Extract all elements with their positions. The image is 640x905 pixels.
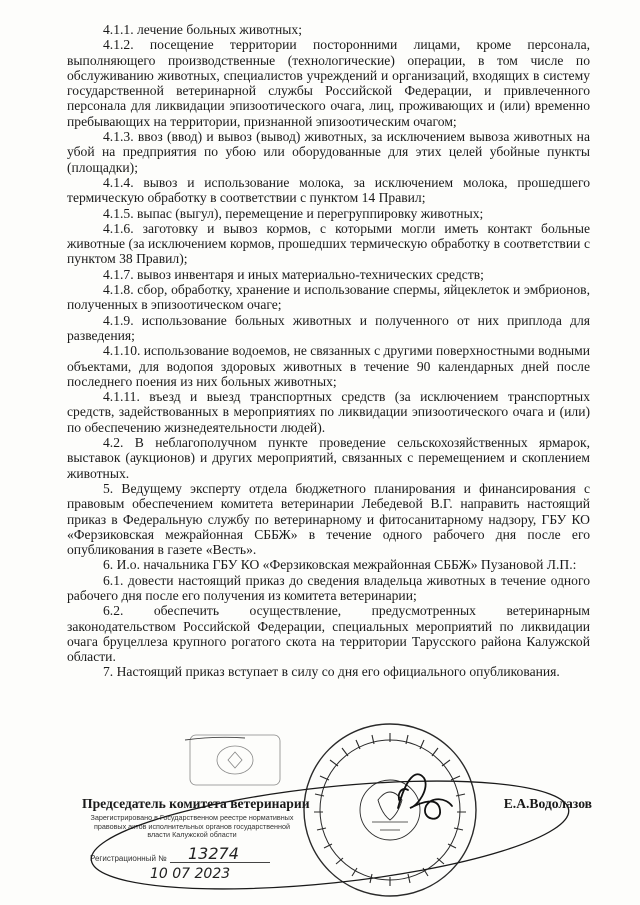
- paragraph-4-1-9: 4.1.9. использование больных животных и полученного от них приплода для разведения;: [67, 312, 590, 343]
- paragraph-4-1-6: 4.1.6. заготовку и вывоз кормов, с которыми могли иметь контакт больные животные (за исключением кормов, прошедших термическую обработку в соответствии с пунктом 38 Правил);: [67, 220, 590, 267]
- paragraph-4-1-1: 4.1.1. лечение больных животных;: [103, 22, 302, 37]
- paragraph-4-1-5: 4.1.5. выпас (выгул), перемещение и перегруппировку животных;: [103, 205, 484, 221]
- paragraph-4-2: 4.2. В неблагополучном пункте проведение сельскохозяйственных ярмарок, выставок (аукционов) и других мероприятий, связанных с перемещением и скоплением животных.: [67, 435, 590, 481]
- paragraph-4-1-3: 4.1.3. ввоз (ввод) и вывоз (вывод) животных, за исключением вывоза животных на убой на предприятия по убою или оборудованные для этих целей убойные пункты (площадки);: [67, 129, 590, 175]
- signatory-name: Е.А.Водолазов: [503, 796, 592, 811]
- paragraph-6: 6. И.о. начальника ГБУ КО «Ферзиковская межрайонная СББЖ» Пузановой Л.П.:: [103, 557, 577, 573]
- registration-number-handwritten: 13274: [188, 844, 239, 863]
- paragraph-4-1-7: 4.1.7. вывоз инвентаря и иных материально-технических средств;: [103, 266, 484, 282]
- registration-stamp-text: Зарегистрировано в Государственном реестре нормативных правовых актов исполнительных органов государственной власти Калужской области: [90, 813, 294, 840]
- paragraph-4-1-4: 4.1.4. вывоз и использование молока, за исключением молока, прошедшего термическую обработку в соответствии с пунктом 14 Правил;: [67, 174, 590, 206]
- small-stamp-icon: [190, 735, 280, 785]
- registration-date-handwritten: 10 07 2023: [150, 866, 231, 882]
- signatory-title: Председатель комитета ветеринарии: [82, 796, 310, 811]
- official-seal-icon: [304, 724, 476, 896]
- paragraph-4-1-8: 4.1.8. сбор, обработку, хранение и использование спермы, яйцеклеток и эмбрионов, полученных в эпизоотическом очаге;: [67, 282, 590, 313]
- paragraph-4-1-11: 4.1.11. въезд и выезд транспортных средств (за исключением транспортных средств, задействованных в мероприятиях по ликвидации эпизоотического очага и (или) по обеспечению жизнедеятельности людей).: [67, 389, 590, 435]
- paragraph-6-2: 6.2. обеспечить осуществление, предусмотренных ветеринарным законодательством Российской Федерации, специальных мероприятий по ликвидации очага бруцеллеза крупного рогатого скота на территории Тарусского района Калужской области.: [67, 603, 590, 665]
- paragraph-4-1-10: 4.1.10. использование водоемов, не связанных с другими поверхностными водными объектами, для водопоя здоровых животных в течение 90 календарных дней после последнего поения из них больных животных;: [67, 343, 591, 389]
- paragraph-5: 5. Ведущему эксперту отдела бюджетного планирования и финансирования с правовым обеспечением комитета ветеринарии Лебедевой В.Г. направить настоящий приказ в Федеральную службу по ветеринарному и фитосанитарному надзору, ГБУ КО «Ферзиковская межрайонная СББЖ» в течение одного рабочего дня после его опубликования в газете «Весть».: [67, 480, 590, 558]
- registration-number-label: Регистрационный №: [90, 854, 167, 863]
- handwritten-signature-icon: [398, 774, 452, 818]
- paragraph-6-1: 6.1. довести настоящий приказ до сведения владельца животных в течение одного рабочего дня после его получения из комитета ветеринарии;: [67, 572, 590, 603]
- paragraph-4-1-2: 4.1.2. посещение территории посторонними лицами, кроме персонала, выполняющего производственные (технологические) операции, в том числе по обслуживанию животных, специалистов учреждений и организаций, входящих в систему государственной ветеринарной службы Российской Федерации, и привлеченного персонала для ликвидации эпизоотического очага, лиц, проживающих и (или) временно пребывающих на территории, признанной эпизоотическим очагом;: [67, 37, 590, 129]
- order-body: [67, 22, 590, 680]
- ink-scribble-icon: [185, 737, 245, 740]
- paragraph-7: 7. Настоящий приказ вступает в силу со дня его официального опубликования.: [103, 664, 560, 680]
